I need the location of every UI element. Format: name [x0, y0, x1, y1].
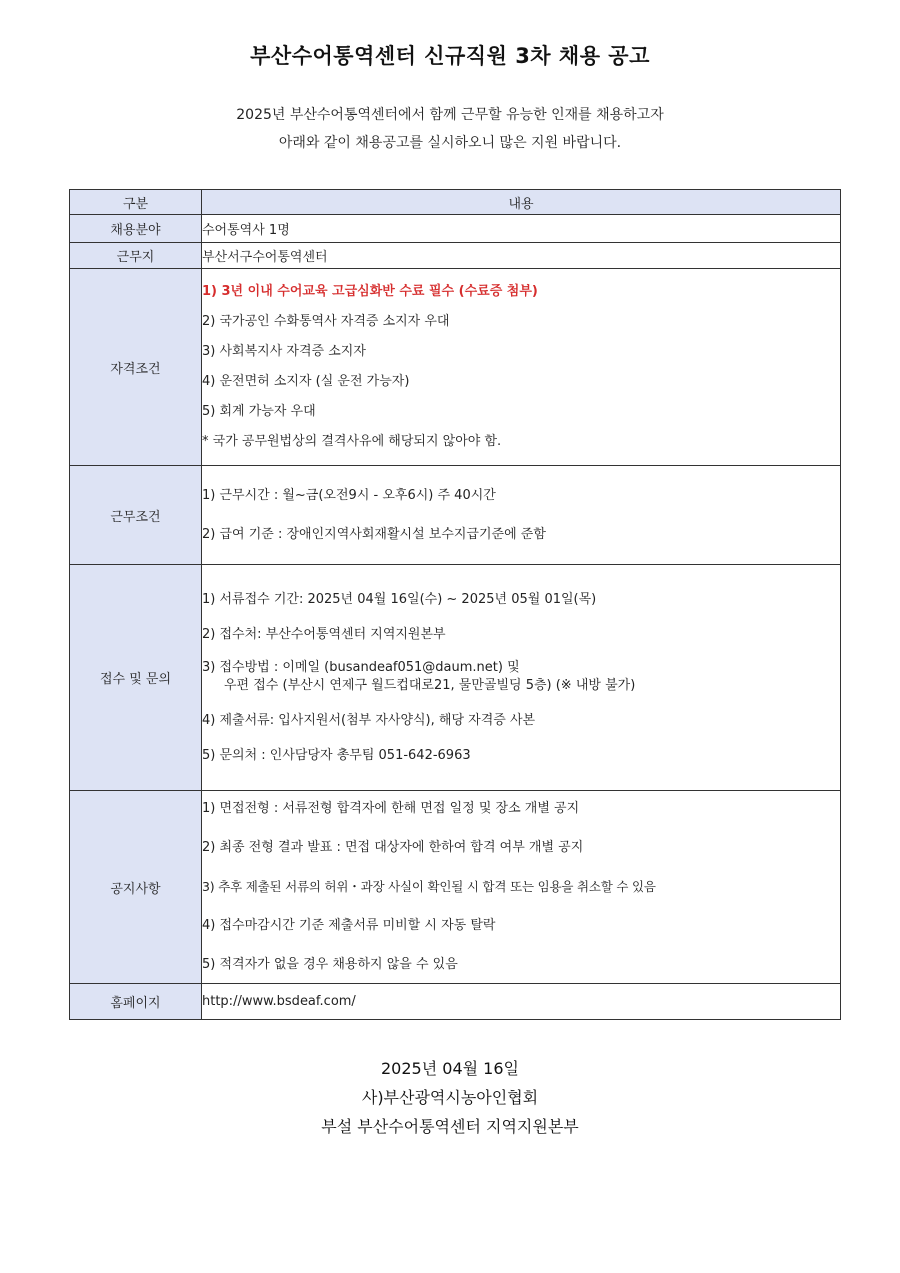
label-conditions: 근무조건: [70, 466, 202, 565]
qualification-item-5: 5) 회계 가능자 우대: [202, 404, 316, 419]
label-application: 접수 및 문의: [70, 565, 202, 791]
footer-date: 2025년 04월 16일: [381, 1059, 519, 1078]
row-conditions: [70, 466, 841, 565]
application-item-1: 1) 서류접수 기간: 2025년 04월 16일(수) ~ 2025년 05월 01일(목): [202, 591, 597, 607]
notice-item-4: 4) 접수마감시간 기준 제출서류 미비할 시 자동 탈락: [202, 918, 496, 933]
value-location: 부산서구수어통역센터: [202, 243, 841, 269]
notice-item-5: 5) 적격자가 없을 경우 채용하지 않을 수 있음: [202, 957, 458, 972]
label-field: 채용분야: [70, 215, 202, 243]
row-location: [70, 243, 841, 269]
footer: [0, 1054, 900, 1141]
label-notices: 공지사항: [70, 791, 202, 984]
value-field: 수어통역사 1명: [202, 215, 841, 243]
value-qualifications: [202, 269, 841, 466]
application-item-3-email: 3) 접수방법 : 이메일 (busandeaf051@daum.net) 및: [202, 659, 520, 675]
row-qualifications: [70, 269, 841, 466]
recruitment-table: [69, 189, 841, 1020]
label-qualifications: 자격조건: [70, 269, 202, 466]
header-content: 내용: [202, 190, 841, 215]
intro-line-2: 아래와 같이 채용공고를 실시하오니 많은 지원 바랍니다.: [278, 135, 622, 151]
footer-org: 사)부산광역시농아인협회: [361, 1088, 539, 1107]
value-notices: [202, 791, 841, 984]
label-homepage: 홈페이지: [70, 984, 202, 1020]
condition-item-1: 1) 근무시간 : 월~금(오전9시 - 오후6시) 주 40시간: [202, 487, 496, 503]
row-application: [70, 565, 841, 791]
application-item-3-mail: 우편 접수 (부산시 연제구 월드컵대로21, 물만골빌딩 5층) (※ 내방 불가): [224, 677, 636, 693]
homepage-link[interactable]: http://www.bsdeaf.com/: [202, 984, 841, 1020]
footer-dept: 부설 부산수어통역센터 지역지원본부: [321, 1117, 579, 1136]
notice-item-1: 1) 면접전형 : 서류전형 합격자에 한해 면접 일정 및 장소 개별 공지: [202, 801, 580, 816]
application-item-4: 4) 제출서류: 입사지원서(첨부 자사양식), 해당 자격증 사본: [202, 712, 536, 728]
value-conditions: [202, 466, 841, 565]
header-category: 구분: [70, 190, 202, 215]
qualification-note: * 국가 공무원법상의 결격사유에 해당되지 않아야 함.: [202, 434, 502, 449]
notice-item-2: 2) 최종 전형 결과 발표 : 면접 대상자에 한하여 합격 여부 개별 공지: [202, 840, 584, 855]
application-item-3: [202, 655, 840, 701]
row-notices: [70, 791, 841, 984]
row-homepage: [70, 984, 841, 1020]
intro-text: [0, 101, 900, 157]
intro-line-1: 2025년 부산수어통역센터에서 함께 근무할 유능한 인재를 채용하고자: [236, 107, 664, 123]
qualification-item-2: 2) 국가공인 수화통역사 자격증 소지자 우대: [202, 314, 450, 329]
qualification-item-1: 1) 3년 이내 수어교육 고급심화반 수료 필수 (수료증 첨부): [202, 284, 538, 299]
row-field: [70, 215, 841, 243]
label-location: 근무지: [70, 243, 202, 269]
table-header-row: [70, 190, 841, 215]
value-application: [202, 565, 841, 791]
application-item-2: 2) 접수처: 부산수어통역센터 지역지원본부: [202, 626, 446, 642]
qualification-item-3: 3) 사회복지사 자격증 소지자: [202, 344, 366, 359]
application-item-5: 5) 문의처 : 인사담당자 총무팀 051-642-6963: [202, 747, 471, 763]
condition-item-2: 2) 급여 기준 : 장애인지역사회재활시설 보수지급기준에 준함: [202, 526, 546, 542]
notice-item-3: 3) 추후 제출된 서류의 허위・과장 사실이 확인될 시 합격 또는 임용을 취소할 수 있음: [202, 879, 656, 894]
page-title: 부산수어통역센터 신규직원 3차 채용 공고: [250, 44, 650, 68]
qualification-item-4: 4) 운전면허 소지자 (실 운전 가능자): [202, 374, 410, 389]
